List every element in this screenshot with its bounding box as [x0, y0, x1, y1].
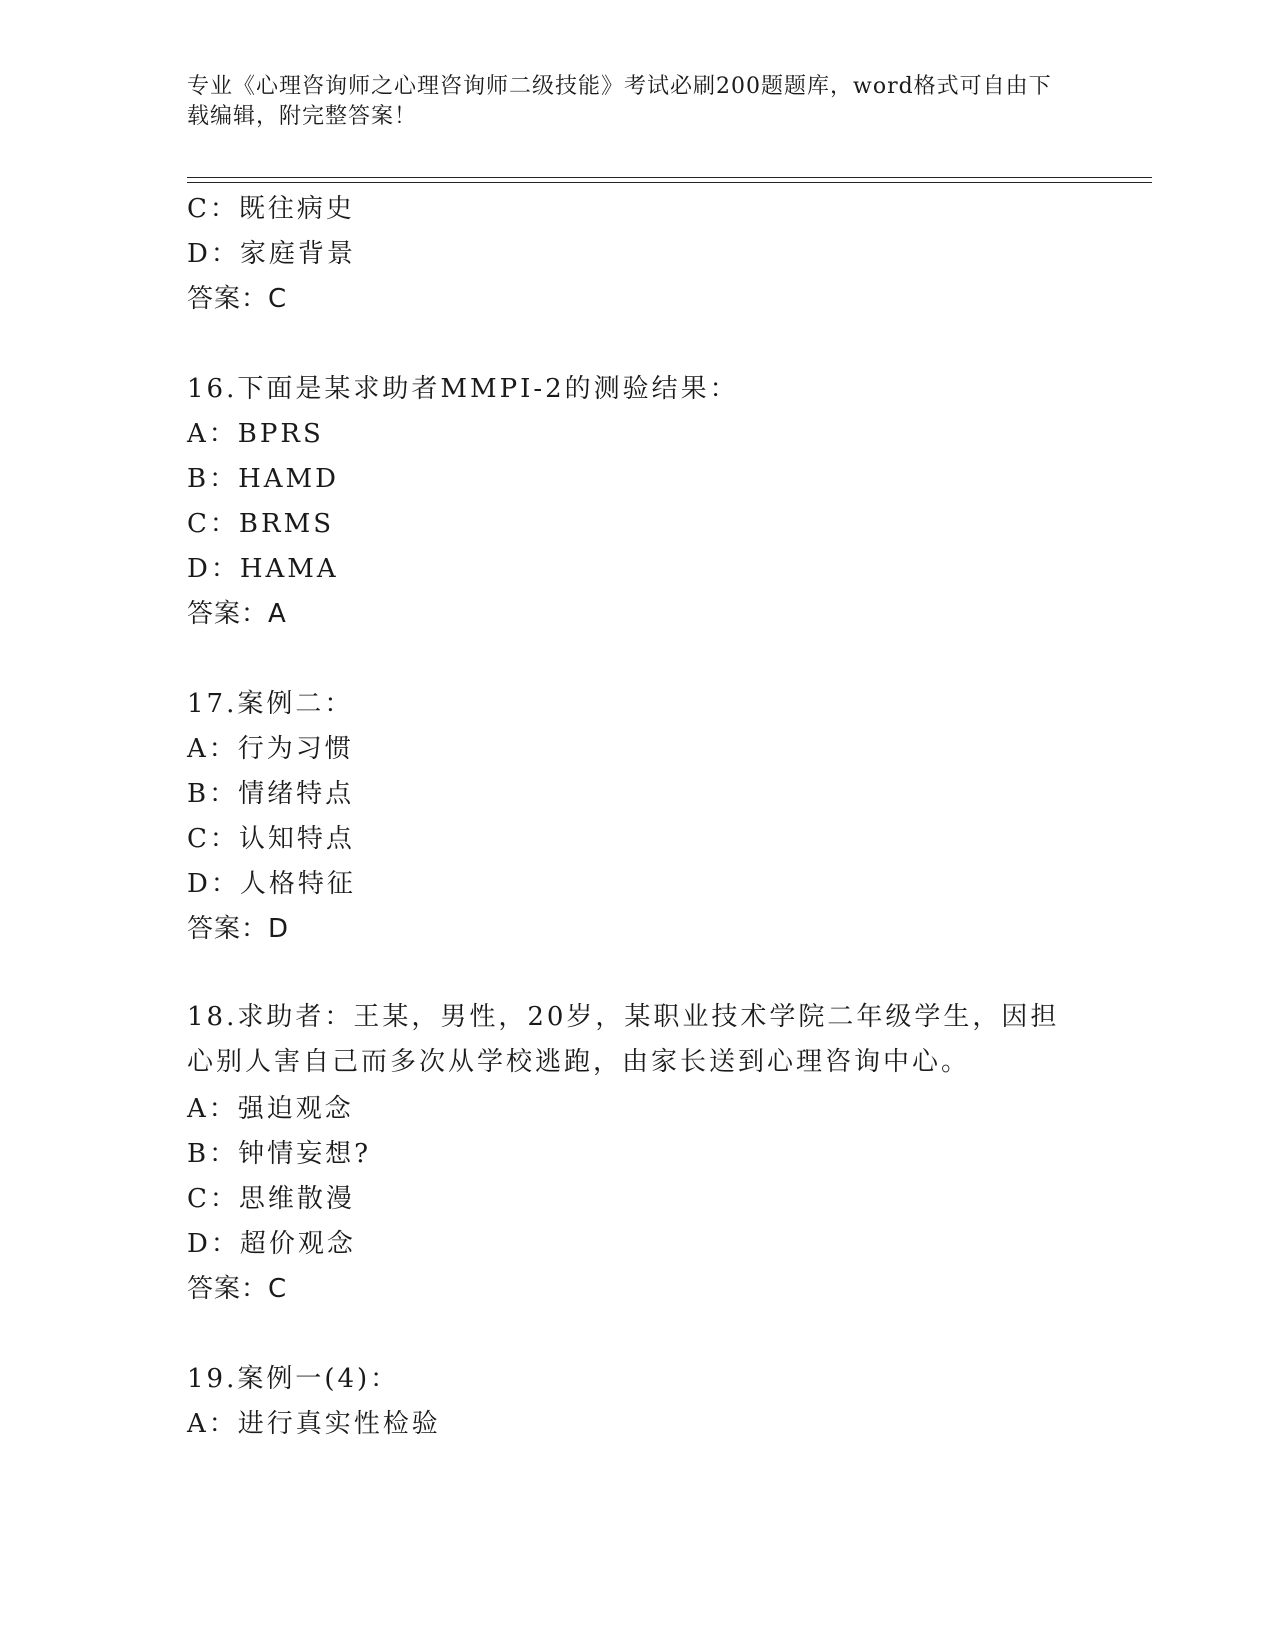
answer: 答案：C [187, 1274, 288, 1304]
option-b: B：钟情妄想? [187, 1139, 372, 1169]
option-d: D：HAMA [187, 554, 339, 584]
option-b: B：情绪特点 [187, 779, 355, 809]
option-d: D：超价观念 [187, 1229, 356, 1259]
question-stem: 17.案例二： [187, 689, 354, 719]
answer: 答案：C [187, 284, 288, 314]
document-header: 专业《心理咨询师之心理咨询师二级技能》考试必刷200题题库，word格式可自由下载编辑，附完整答案！ [187, 74, 1052, 129]
question-stem: 16.下面是某求助者MMPI-2的测验结果： [187, 374, 739, 404]
option-c: C：BRMS [187, 509, 335, 539]
option-d: D：人格特征 [187, 869, 356, 899]
option-c: C：既往病史 [187, 194, 355, 224]
question-stem: 18.求助者：王某，男性，20岁，某职业技术学院二年级学生，因担心别人害自己而多次从学校逃跑，由家长送到心理咨询中心。 [187, 1002, 1060, 1077]
option-a: A：BPRS [187, 419, 324, 449]
answer: 答案：A [187, 599, 287, 629]
option-a: A：强迫观念 [187, 1094, 354, 1124]
option-c: C：认知特点 [187, 824, 355, 854]
answer: 答案：D [187, 914, 290, 944]
header-rule-bottom [187, 182, 1152, 183]
question-stem: 19.案例一(4)： [187, 1364, 400, 1394]
option-a: A：进行真实性检验 [187, 1409, 441, 1439]
option-b: B：HAMD [187, 464, 340, 494]
option-a: A：行为习惯 [187, 734, 354, 764]
option-d: D：家庭背景 [187, 239, 356, 269]
header-rule-top [187, 177, 1152, 178]
option-c: C：思维散漫 [187, 1184, 355, 1214]
